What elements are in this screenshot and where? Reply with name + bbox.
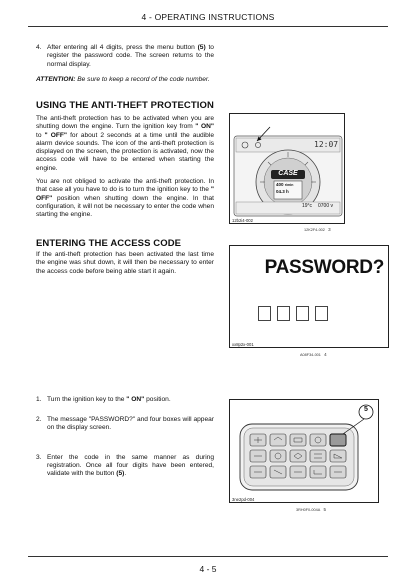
section-heading-anti-theft: USING THE ANTI-THEFT PROTECTION <box>36 100 214 111</box>
step-1 <box>36 396 214 404</box>
password-prompt: PASSWORD? <box>264 257 384 278</box>
keypad-illustration <box>230 400 379 503</box>
figure-4-number: 4 <box>324 352 327 357</box>
step-2 <box>36 416 214 433</box>
p2-text-b: position when shutting down the engine. In that configuration, it will not be necessary to enter the code when starting the engine. <box>36 194 214 219</box>
section-heading-access-code: ENTERING THE ACCESS CODE <box>36 238 182 249</box>
p1-text-a: The anti-theft protection has to be activated when you are shutting down the engine. Turn the ignition key from <box>36 115 214 131</box>
keypad-key <box>270 434 286 446</box>
keypad-key <box>290 434 306 446</box>
step-2-text: The message "PASSWORD?" and four boxes will appear on the display screen. <box>47 416 214 432</box>
keypad-key <box>310 466 326 478</box>
access-code-paragraph: If the anti-theft protection has been activated the last time the engine was shut down, it will then be necessary to enter the access code before being able start it again. <box>36 251 214 275</box>
keypad-key <box>290 450 306 462</box>
menu-button <box>330 434 346 446</box>
figure-3-number: 3 <box>328 227 331 232</box>
figure-3-inner-caption: 12b2i4-002 <box>232 218 253 223</box>
p2-off: " OFF" <box>36 186 214 202</box>
step-1-text-a: Turn the ignition key to the <box>47 395 127 403</box>
hours-value: 04.3 <box>276 189 285 194</box>
figure-4-caption <box>300 352 327 357</box>
figure-4-inner-caption: xx8p2x-001 <box>232 342 254 347</box>
voltage-readout: 0700 v <box>318 203 334 209</box>
attention-text: Be sure to keep a record of the code number. <box>75 76 210 83</box>
step-number: 2. <box>36 416 42 424</box>
step-4-button-ref: (5) <box>197 44 206 51</box>
rpm-readout <box>276 182 293 187</box>
temp-readout: 19°c <box>302 203 313 209</box>
p2-text-a: You are not obliged to activate the anti-theft protection. In that case all you have to do is to turn the ignition key to the <box>36 178 214 194</box>
rpm-unit: r/min <box>284 183 294 187</box>
keypad-key <box>310 434 326 446</box>
p1-text-c: for about 2 seconds at a time until the audible alarm device sounds. The icon of the anti-theft protection is displayed on the screen, the protection is activated, now the access code will have to be entered when starting the engine. <box>36 131 214 172</box>
figure-5-code: 3RH0F0-004A <box>296 508 321 512</box>
keypad-key <box>310 450 326 462</box>
code-digit-box-1 <box>258 306 271 321</box>
code-digit-box-2 <box>277 306 290 321</box>
figure-4-password-screen <box>229 245 389 348</box>
figure-3-code: 12K2F4-002 <box>304 228 325 232</box>
p1-text-b: to <box>36 131 45 139</box>
hours-readout <box>276 189 289 194</box>
figure-3-caption <box>304 227 331 232</box>
brand-logo: CASE <box>278 170 298 177</box>
step-number: 3. <box>36 453 42 461</box>
attention-note <box>36 76 214 84</box>
header-rule <box>28 26 388 27</box>
callout-number: 5 <box>364 406 368 413</box>
step-3 <box>36 454 214 479</box>
p1-on: " ON" <box>195 123 214 131</box>
p1-off: " OFF" <box>44 131 68 139</box>
step-3-text-b: . <box>124 470 127 478</box>
rpm-value: 400 <box>276 182 284 187</box>
anti-theft-paragraph-1 <box>36 115 214 173</box>
page-number: 4 - 5 <box>199 564 217 574</box>
figure-5-inner-caption: 3ne2pd-004 <box>232 497 255 502</box>
step-4-text-b: to register the password code. The screen returns to the normal display. <box>47 44 214 68</box>
step-4 <box>36 44 214 69</box>
figure-3-dashboard <box>229 113 345 224</box>
step-number: 4. <box>36 44 42 51</box>
clock-readout: 12:07 <box>314 140 339 149</box>
figure-4-code: A08F34-001 <box>300 353 321 357</box>
keypad-key <box>270 450 286 462</box>
running-header: 4 - OPERATING INSTRUCTIONS <box>141 12 275 22</box>
figure-5-keypad <box>229 399 379 503</box>
anti-theft-paragraph-2 <box>36 178 214 219</box>
code-digit-box-4 <box>315 306 328 321</box>
attention-label: ATTENTION: <box>36 76 76 83</box>
code-digit-box-3 <box>296 306 309 321</box>
step-1-text-b: position. <box>144 395 171 403</box>
step-number: 1. <box>36 395 42 403</box>
step-1-bold: " ON" <box>126 395 145 403</box>
footer-rule <box>28 556 388 557</box>
step-3-bold: (5) <box>116 470 125 478</box>
step-4-text-a: After entering all 4 digits, press the menu button <box>47 44 198 51</box>
step-3-text-a: Enter the code in the same manner as during registration. Once all four digits have been entered, validate with the button <box>47 453 214 478</box>
figure-5-caption <box>296 507 326 512</box>
figure-5-number: 5 <box>323 507 326 512</box>
hours-unit: h <box>286 189 289 194</box>
